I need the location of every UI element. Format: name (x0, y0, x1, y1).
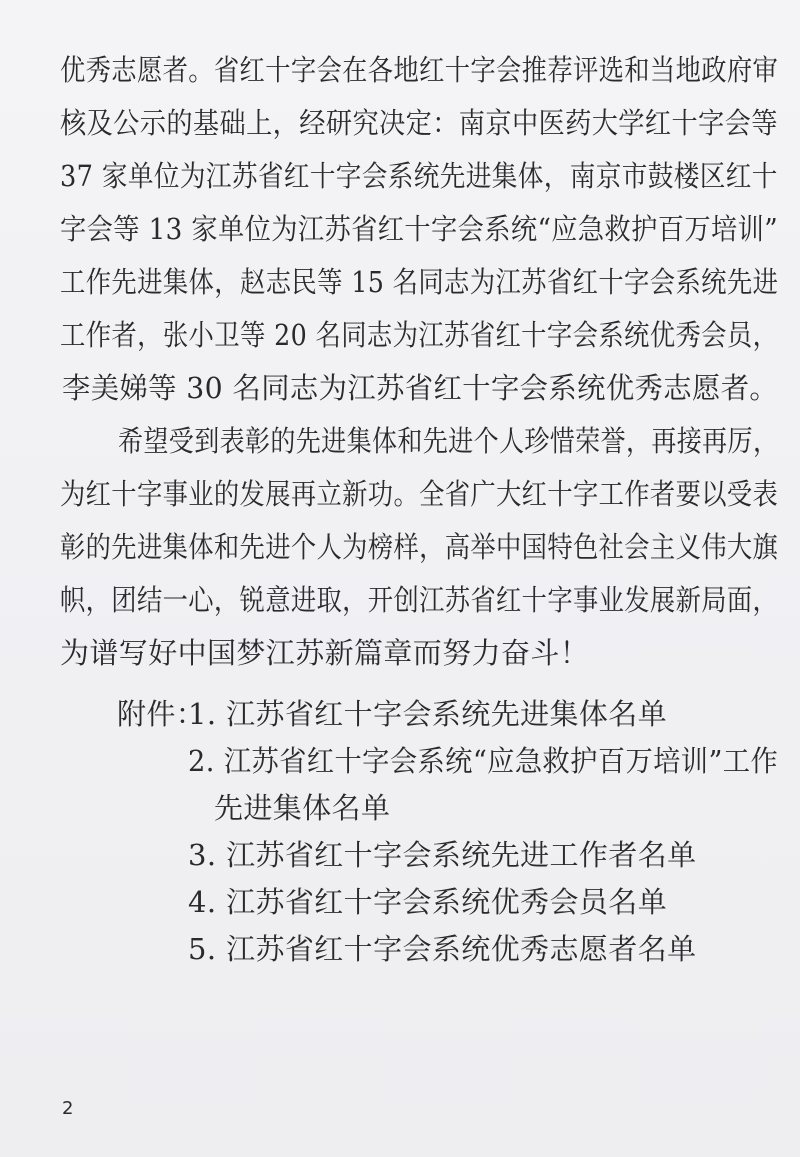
paragraph-1-line-5: 工作先进集体，赵志民等 15 名同志为江苏省红十字会系统先进 (60, 265, 779, 299)
paragraph-2-line-4: 帜，团结一心，锐意进取，开创江苏省红十字事业发展新局面， (60, 583, 779, 617)
attachments-label: 附件： (117, 697, 206, 731)
paragraph-1-line-7: 李美娣等 30 名同志为江苏省红十字会系统优秀志愿者。 (62, 371, 779, 405)
paragraph-1-line-4: 字会等 13 家单位为江苏省红十字会系统“应急救护百万培训” (60, 212, 778, 246)
attachment-item-2: 2. 江苏省红十字会系统“应急救护百万培训”工作 (188, 744, 779, 778)
attachment-item-2-continuation: 先进集体名单 (214, 791, 391, 825)
paragraph-1-line-3: 37 家单位为江苏省红十字会系统先进集体，南京市鼓楼区红十 (60, 159, 778, 193)
paragraph-1-line-6: 工作者，张小卫等 20 名同志为江苏省红十字会系统优秀会员， (60, 318, 779, 352)
paragraph-2-line-3: 彰的先进集体和先进个人为榜样，高举中国特色社会主义伟大旗 (60, 530, 779, 564)
attachment-item-5: 5. 江苏省红十字会系统优秀志愿者名单 (188, 932, 697, 966)
paragraph-2-line-5: 为谱写好中国梦江苏新篇章而努力奋斗！ (60, 636, 590, 670)
paragraph-1-line-2: 核及公示的基础上，经研究决定：南京中医药大学红十字会等 (60, 106, 778, 140)
attachment-item-3: 3. 江苏省红十字会系统先进工作者名单 (188, 838, 697, 872)
paragraph-1-line-1: 优秀志愿者。省红十字会在各地红十字会推荐评选和当地政府审 (60, 53, 779, 87)
paragraph-2-line-1: 希望受到表彰的先进集体和先进个人珍惜荣誉，再接再厉， (118, 424, 779, 458)
attachment-item-1: 1. 江苏省红十字会系统先进集体名单 (188, 697, 668, 731)
page-number: 2 (62, 1098, 74, 1119)
paragraph-2-line-2: 为红十字事业的发展再立新功。全省广大红十字工作者要以受表 (60, 477, 779, 511)
attachment-item-4: 4. 江苏省红十字会系统优秀会员名单 (188, 885, 668, 919)
